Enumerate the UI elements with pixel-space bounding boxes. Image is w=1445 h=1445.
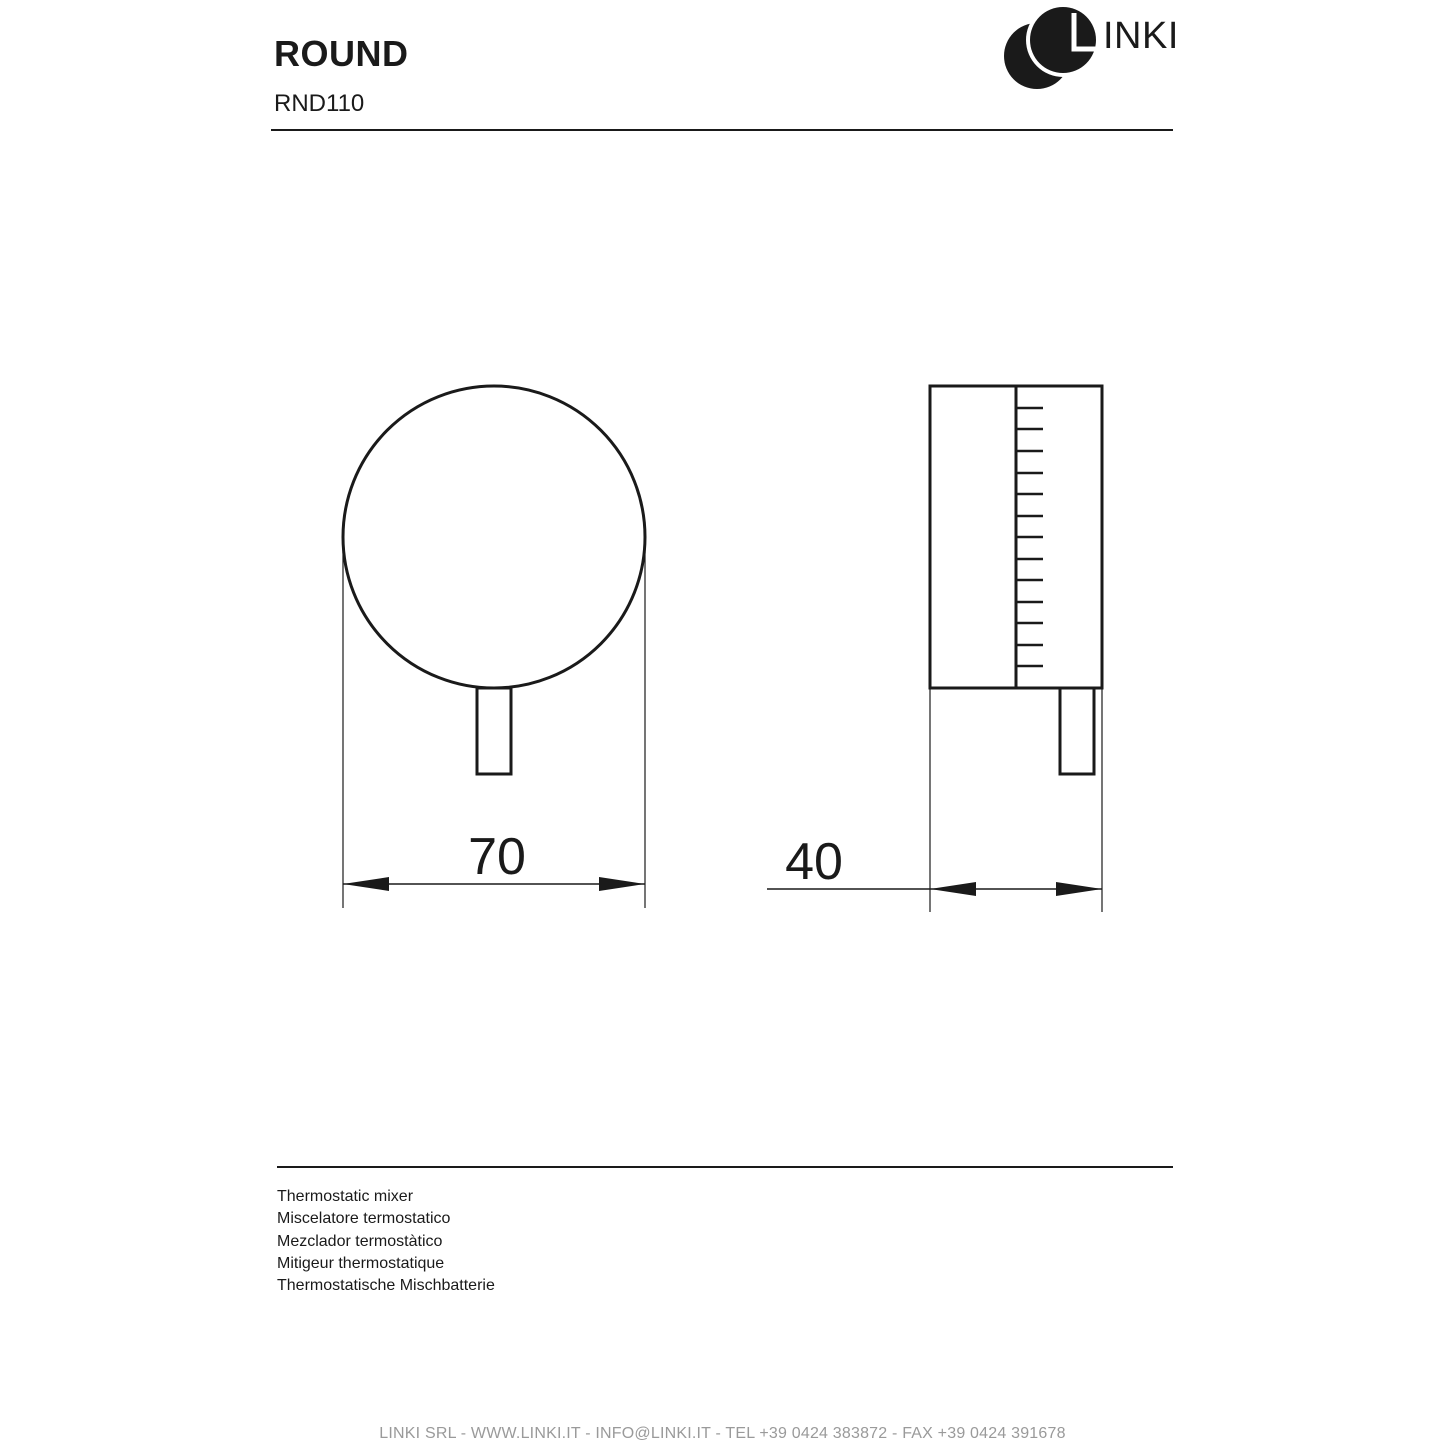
description-es: Mezclador termostàtico <box>277 1232 443 1250</box>
side-dimension-arrow-right <box>1056 882 1102 896</box>
description-list <box>277 1186 495 1297</box>
front-view-handle <box>343 386 645 688</box>
logo-text: INKI <box>1103 15 1179 57</box>
description-fr: Mitigeur thermostatique <box>277 1254 445 1272</box>
footer-contact: LINKI SRL - WWW.LINKI.IT - INFO@LINKI.IT - TEL +39 0424 383872 - FAX +39 0424 391678 <box>379 1425 1066 1442</box>
front-dimension-arrow-left <box>343 877 389 891</box>
side-view-stem <box>1060 688 1094 774</box>
side-dimension-arrow-left <box>930 882 976 896</box>
product-code: RND110 <box>274 90 365 117</box>
footer-divider <box>277 1166 1173 1168</box>
side-view-ticks <box>1016 408 1043 666</box>
front-view-stem <box>477 688 511 774</box>
description-de: Thermostatische Mischbatterie <box>277 1277 495 1295</box>
description-it: Miscelatore termostatico <box>277 1210 451 1228</box>
side-dimension-label: 40 <box>785 833 843 891</box>
front-dimension-arrow-right <box>599 877 645 891</box>
front-dimension-label: 70 <box>468 828 526 886</box>
description-en: Thermostatic mixer <box>277 1188 414 1205</box>
product-title: ROUND <box>274 33 409 74</box>
